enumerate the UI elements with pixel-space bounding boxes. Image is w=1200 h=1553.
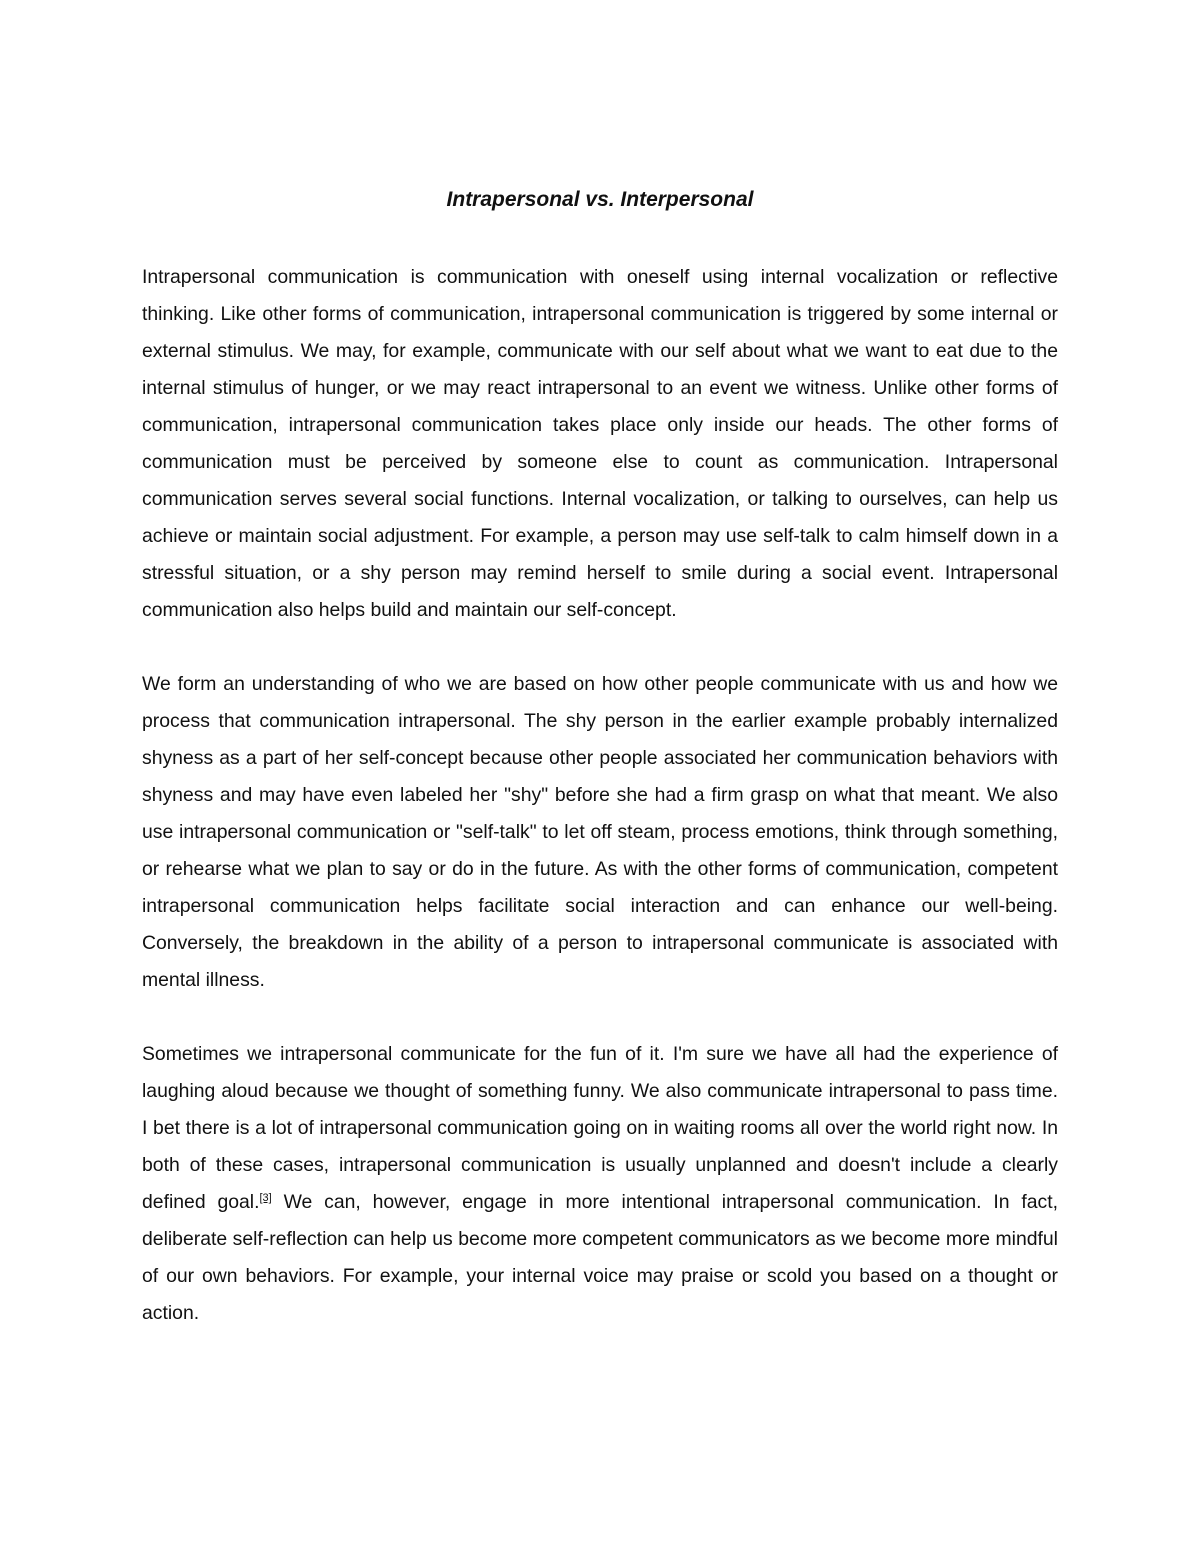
paragraph-3-text-before-reference: Sometimes we intrapersonal communicate for the fun of it. I'm sure we have all had the experience of laughing aloud because we thought of something funny. We also communicate intrapersonal to pass time. I bet there is a lot of intrapersonal communication going on in waiting rooms all over the world right now. In both of these cases, intrapersonal communication is usually unplanned and doesn't include a clearly defined goal.: [142, 1043, 1058, 1213]
paragraph-3: [142, 1036, 1058, 1332]
paragraph-2: We form an understanding of who we are based on how other people communicate with us and how we process that communication intrapersonal. The shy person in the earlier example probably internalized shyness as a part of her self-concept because other people associated her communication behaviors with shyness and may have even labeled her "shy" before she had a firm grasp on what that meant. We also use intrapersonal communication or "self-talk" to let off steam, process emotions, think through something, or rehearse what we plan to say or do in the future. As with the other forms of communication, competent intrapersonal communication helps facilitate social interaction and can enhance our well-being. Conversely, the breakdown in the ability of a person to intrapersonal communicate is associated with mental illness.: [142, 673, 1058, 991]
document-title: Intrapersonal vs. Interpersonal: [446, 188, 754, 211]
paragraph-3-text-after-reference: We can, however, engage in more intentional intrapersonal communication. In fact, deliberate self-reflection can help us become more competent communicators as we become more mindful of our own behaviors. For example, your internal voice may praise or scold you based on a thought or action.: [142, 1191, 1058, 1324]
footnote-reference-link[interactable]: [3]: [259, 1192, 272, 1204]
paragraph-1: Intrapersonal communication is communication with oneself using internal vocalization or reflective thinking. Like other forms of communication, intrapersonal communication is triggered by some internal or external stimulus. We may, for example, communicate with our self about what we want to eat due to the internal stimulus of hunger, or we may react intrapersonal to an event we witness. Unlike other forms of communication, intrapersonal communication takes place only inside our heads. The other forms of communication must be perceived by someone else to count as communication. Intrapersonal communication serves several social functions. Internal vocalization, or talking to ourselves, can help us achieve or maintain social adjustment. For example, a person may use self-talk to calm himself down in a stressful situation, or a shy person may remind herself to smile during a social event. Intrapersonal communication also helps build and maintain our self-concept.: [142, 266, 1058, 621]
document-body: [142, 259, 1058, 1369]
